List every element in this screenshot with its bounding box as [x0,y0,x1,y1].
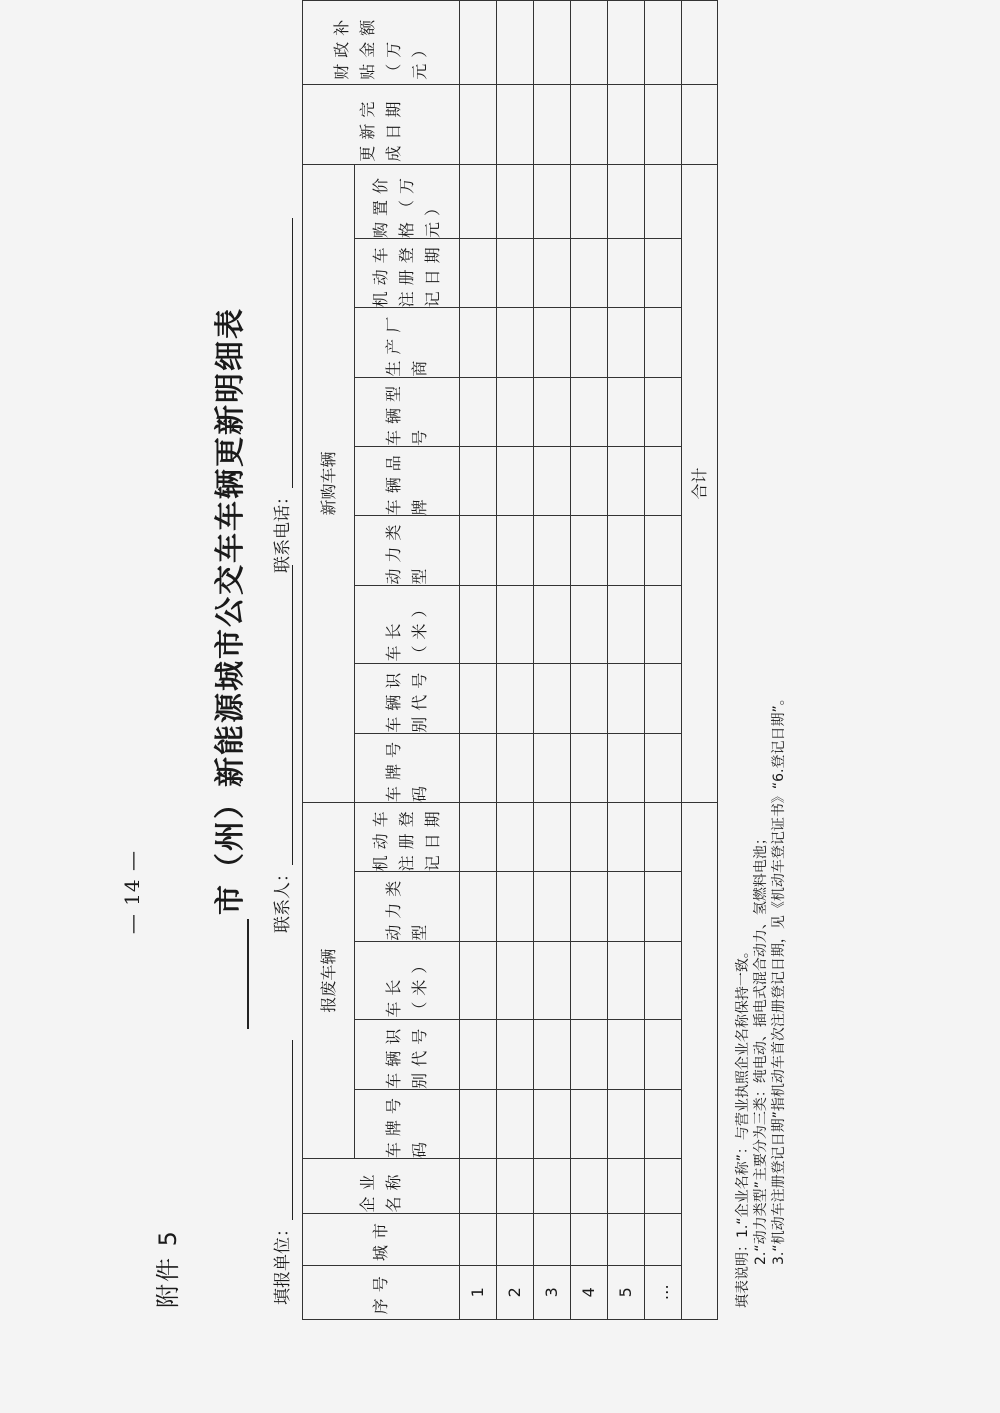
table-cell [645,733,682,802]
table-cell [534,446,571,515]
table-cell [571,516,608,585]
table-cell [608,1089,645,1158]
header-new-model: 车辆型号 [355,377,460,446]
table-cell [645,239,682,308]
table-row [571,1,608,1320]
row-seq: 1 [460,1265,497,1319]
table-cell [497,941,534,1020]
page-number: — 14 — [120,850,144,935]
table-cell [460,733,497,802]
table-cell [534,1213,571,1265]
table-cell [497,1213,534,1265]
header-row-group [303,1,355,1320]
table-row [608,1,645,1320]
title-text: 市（州）新能源城市公交车车辆更新明细表 [213,307,248,915]
note-line-3: 3.“机动车注册登记日期”指机动车首次注册登记日期，见《机动车登记证书》“6.登记日期”。 [771,691,787,1265]
table-cell [571,585,608,664]
vehicle-update-table [302,0,718,1320]
table-cell [534,164,571,238]
table-cell [534,516,571,585]
table-cell [571,1159,608,1213]
table-cell [571,308,608,377]
table-cell [497,516,534,585]
attachment-label: 附件 5 [154,1229,182,1308]
table-cell [645,1,682,85]
table-cell [608,516,645,585]
table-cell [645,1159,682,1213]
header-scrapped-vin: 车辆识别代号 [355,1020,460,1089]
table-cell [645,872,682,941]
table-cell [460,85,497,165]
table-body [460,1,682,1320]
table-cell [460,1089,497,1158]
table-cell [460,239,497,308]
table-cell [460,308,497,377]
table-cell [460,941,497,1020]
table-cell [534,872,571,941]
table-cell [571,1,608,85]
table-cell [608,308,645,377]
header-row-sub [355,1,460,1320]
table-cell [534,733,571,802]
header-new-price: 购置价格（万元） [355,164,460,238]
table-cell [460,1159,497,1213]
table-cell [534,239,571,308]
table-cell [534,1089,571,1158]
table-cell [571,664,608,733]
table-cell [460,516,497,585]
table-cell [460,872,497,941]
table-cell [571,377,608,446]
table-cell [460,1213,497,1265]
table-cell [571,872,608,941]
header-city: 城市 [303,1213,460,1265]
row-seq: 2 [497,1265,534,1319]
table-cell [497,85,534,165]
row-seq: 3 [534,1265,571,1319]
header-new-power: 动力类型 [355,516,460,585]
header-new-group: 新购车辆 [303,164,355,802]
table-cell [645,1213,682,1265]
table-cell [571,164,608,238]
table-cell [645,308,682,377]
table-cell [608,733,645,802]
table-cell [608,1020,645,1089]
table-cell [497,803,534,872]
table-cell [608,1213,645,1265]
header-company: 企业名称 [303,1159,460,1213]
header-new-brand: 车辆品牌 [355,446,460,515]
table-cell [497,1089,534,1158]
total-row [682,1,718,1320]
table-cell [608,803,645,872]
title-blank-line [219,919,249,1029]
phone-label: 联系电话： [273,488,293,573]
table-cell [460,803,497,872]
table-cell [497,664,534,733]
table-cell [497,446,534,515]
header-scrapped-regdate: 机动车注册登记日期 [355,803,460,872]
table-cell [645,377,682,446]
total-update-date [682,85,718,165]
table-cell [497,872,534,941]
row-seq: … [645,1265,682,1319]
table-cell [645,1089,682,1158]
table-cell [645,516,682,585]
header-scrapped-power: 动力类型 [355,872,460,941]
table-cell [460,446,497,515]
header-scrapped-plate: 车牌号码 [355,1089,460,1158]
table-cell [497,585,534,664]
table-cell [460,1,497,85]
table-cell [571,446,608,515]
filling-unit-label: 填报单位： [273,1220,293,1305]
phone-field [268,218,293,573]
header-seq: 序号 [303,1265,460,1319]
header-new-vin: 车辆识别代号 [355,664,460,733]
table-cell [645,85,682,165]
table-cell [534,85,571,165]
table-cell [608,446,645,515]
table-cell [608,164,645,238]
note-line-1: 填表说明：1.“企业名称”：与营业执照企业名称保持一致。 [735,944,751,1308]
table-cell [497,1,534,85]
contact-field [268,565,293,933]
table-cell [497,308,534,377]
table-cell [571,941,608,1020]
table-cell [645,585,682,664]
page-title [205,143,249,1193]
table-cell [571,1020,608,1089]
table-cell [534,941,571,1020]
header-new-manufacturer: 生产厂商 [355,308,460,377]
table-cell [460,164,497,238]
filling-unit-line [274,1040,293,1220]
header-update-date: 更新完成日期 [303,85,460,165]
table-cell [497,1020,534,1089]
table-cell [571,85,608,165]
table-cell [534,377,571,446]
row-seq: 5 [608,1265,645,1319]
table-cell [571,1213,608,1265]
total-blank-left [682,803,718,1320]
table-cell [460,377,497,446]
table-cell [497,377,534,446]
table-cell [608,377,645,446]
phone-line [274,218,293,488]
header-subsidy: 财政补贴金额（万元） [303,1,460,85]
contact-label: 联系人： [273,865,293,933]
table-cell [497,164,534,238]
total-label: 合计 [682,164,718,802]
note-line-2: 2.“动力类型”主要分为三类：纯电动、插电式混合动力、氢燃料电池； [753,831,769,1265]
table-cell [534,1159,571,1213]
table-cell [645,164,682,238]
header-new-length: 车长（米） [355,585,460,664]
filling-unit-field [268,1040,293,1305]
table-cell [460,585,497,664]
table-row [460,1,497,1320]
table-cell [534,1020,571,1089]
header-scrapped-length: 车长（米） [355,941,460,1020]
table-cell [571,803,608,872]
header-new-plate: 车牌号码 [355,733,460,802]
table-cell [571,1089,608,1158]
table-cell [608,1,645,85]
table-cell [534,308,571,377]
table-row [645,1,682,1320]
table-cell [608,1159,645,1213]
table-cell [460,1020,497,1089]
table-cell [497,733,534,802]
table-cell [645,803,682,872]
table-cell [497,1159,534,1213]
table-cell [571,733,608,802]
table-cell [608,85,645,165]
table-cell [645,446,682,515]
contact-line [274,565,293,865]
table-cell [608,239,645,308]
table-cell [608,872,645,941]
table-cell [608,585,645,664]
table-cell [645,941,682,1020]
table-cell [608,941,645,1020]
header-new-regdate: 机动车注册登记日期 [355,239,460,308]
table-cell [571,239,608,308]
table-cell [645,1020,682,1089]
table-row [534,1,571,1320]
table-cell [534,803,571,872]
table-cell [645,664,682,733]
total-subsidy [682,1,718,85]
table-row [497,1,534,1320]
row-seq: 4 [571,1265,608,1319]
table-cell [534,1,571,85]
table-cell [460,664,497,733]
header-scrapped-group: 报废车辆 [303,803,355,1159]
table-cell [534,664,571,733]
table-cell [534,585,571,664]
table-cell [497,239,534,308]
table-cell [608,664,645,733]
